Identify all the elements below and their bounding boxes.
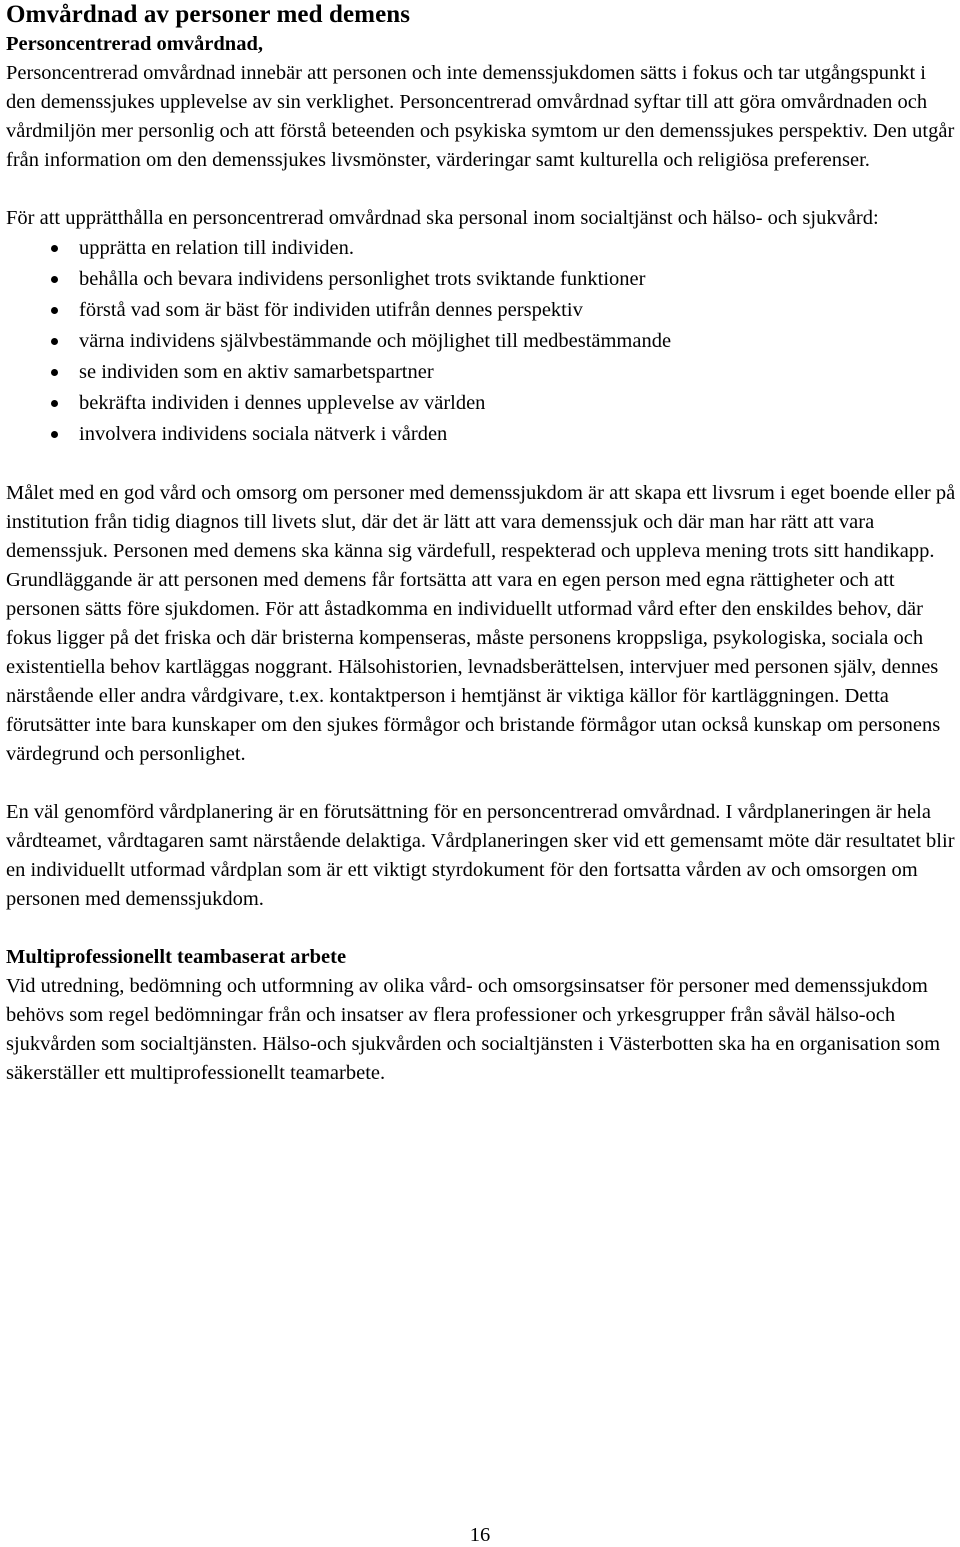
list-item-text: se individen som en aktiv samarbetspartner [79,361,434,383]
section-heading-multiprofessional: Multiprofessionellt teambaserat arbete [6,946,347,968]
bullet-list [6,233,956,450]
bullet-icon [51,369,58,376]
list-item [6,326,956,357]
bullet-icon [51,276,58,283]
list-item [6,388,956,419]
list-item-text: bekräfta individen i dennes upplevelse av världen [79,392,486,414]
section-heading-personcentrerad: Personcentrerad omvårdnad, [6,33,263,55]
list-item-text: upprätta en relation till individen. [79,237,354,259]
list-item-text: förstå vad som är bäst för individen utifrån dennes perspektiv [79,299,583,321]
list-item-text: värna individens självbestämmande och möjlighet till medbestämmande [79,330,672,352]
bullet-icon [51,431,58,438]
paragraph-multiprofessional: Vid utredning, bedömning och utformning av olika vård- och omsorgsinsatser för personer med demenssjukdom behövs som regel bedömningar från och insatser av flera professioner och yrkesgrupper från såväl hälso-och sjukvården som socialtjänsten. Hälso-och sjukvården och socialtjänsten i Västerbotten ska ha en organisation som säkerställer ett multiprofessionellt teamarbete. [6,975,941,1084]
document-title: Omvårdnad av personer med demens [6,1,411,28]
page-number: 16 [469,1524,491,1546]
list-item [6,295,956,326]
list-intro: För att upprätthålla en personcentrerad omvårdnad ska personal inom socialtjänst och hälso- och sjukvård: [6,207,879,229]
bullet-icon [51,307,58,314]
list-item [6,233,956,264]
list-item-text: involvera individens sociala nätverk i vården [79,423,448,445]
document-page [6,0,956,1088]
bullet-icon [51,245,58,252]
list-item-text: behålla och bevara individens personlighet trots sviktande funktioner [79,268,646,290]
list-item [6,419,956,450]
bullet-icon [51,338,58,345]
list-item [6,264,956,295]
paragraph-personcentrerad: Personcentrerad omvårdnad innebär att personen och inte demenssjukdomen sätts i fokus och tar utgångspunkt i den demenssjukes upplevelse av sin verklighet. Personcentrerad omvårdnad syftar till att göra omvårdnaden och vårdmiljön mer personlig och att förstå beteenden och psykiska symtom ur den demenssjukes perspektiv. Den utgår från information om den demenssjukes livsmönster, värderingar samt kulturella och religiösa preferenser. [6,62,955,171]
bullet-icon [51,400,58,407]
list-item [6,357,956,388]
paragraph-goal: Målet med en god vård och omsorg om personer med demenssjukdom är att skapa ett livsrum i eget boende eller på institution från tidig diagnos till livets slut, där det är lätt att vara demenssjuk och där man har rätt att vara demenssjuk. Personen med demens ska känna sig värdefull, respekterad och uppleva mening trots sitt handikapp. Grundläggande är att personen med demens får fortsätta att vara en egen person med egna rättigheter och att personen sätts före sjukdomen. För att åstadkomma en individuellt utformad vård efter den enskildes behov, där fokus ligger på det friska och där bristerna kompenseras, måste personens kroppsliga, psykologiska, sociala och existentiella behov kartläggas noggrant. Hälsohistorien, levnadsberättelsen, intervjuer med personen själv, dennes närstående eller andra vårdgivare, t.ex. kontaktperson i hemtjänst är viktiga källor för kartläggningen. Detta förutsätter inte bara kunskaper om den sjukes förmågor och bristande förmågor utan också kunskap om personens värdegrund och personlighet. [6,482,956,765]
paragraph-care-planning: En väl genomförd vårdplanering är en förutsättning för en personcentrerad omvårdnad. I vårdplaneringen är hela vårdteamet, vårdtagaren samt närstående delaktiga. Vårdplaneringen sker vid ett gemensamt möte där resultatet blir en individuellt utformad vårdplan som är ett viktigt styrdokument för den fortsatta vården av och omsorgen om personen med demenssjukdom. [6,801,955,910]
